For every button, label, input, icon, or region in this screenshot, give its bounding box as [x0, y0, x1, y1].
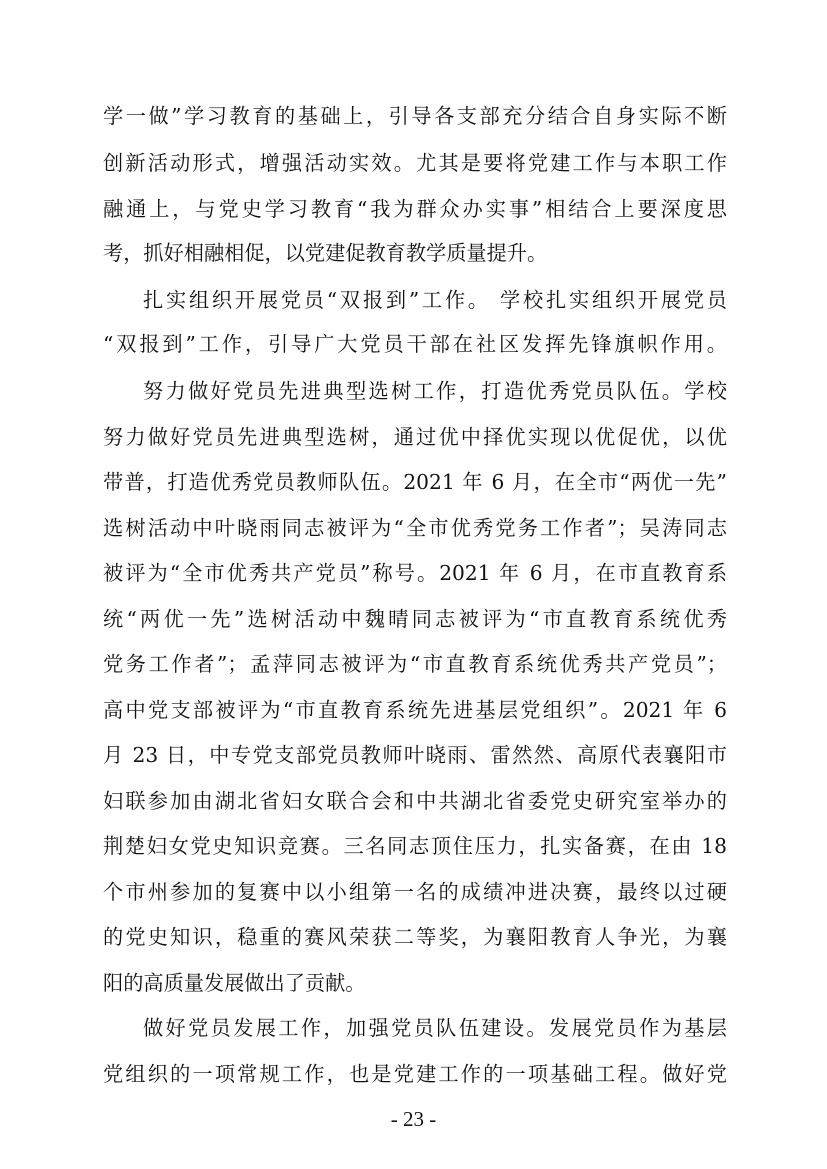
text-line: 统“两优一先”选树活动中魏晴同志被评为“市直教育系统优秀 [103, 607, 727, 631]
text-line: 阳的高质量发展做出了贡献。 [103, 971, 366, 995]
text-line: 融通上，与党史学习教育“我为群众办实事”相结合上要深度思 [103, 197, 727, 221]
text-line: 扎实组织开展党员“双报到”工作。 学校扎实组织开展党员 [143, 288, 727, 312]
text-line: 高中党支部被评为“市直教育系统先进基层党组织”。2021 年 6 [103, 698, 727, 722]
text-line: 努力做好党员先进典型选树工作，打造优秀党员队伍。学校 [143, 379, 727, 403]
text-line: 考，抓好相融相促，以党建促教育教学质量提升。 [103, 241, 548, 265]
text-line: 做好党员发展工作，加强党员队伍建设。发展党员作为基层 [143, 1016, 727, 1040]
text-line: 月 23 日，中专党支部党员教师叶晓雨、雷然然、高原代表襄阳市 [103, 743, 727, 767]
text-line: 的党史知识，稳重的赛风荣获二等奖，为襄阳教育人争光，为襄 [103, 925, 727, 949]
text-line: 创新活动形式，增强活动实效。尤其是要将党建工作与本职工作 [103, 151, 727, 175]
text-line: 妇联参加由湖北省妇女联合会和中共湖北省委党史研究室举办的 [103, 789, 727, 813]
text-line: 个市州参加的复赛中以小组第一名的成绩冲进决赛，最终以过硬 [103, 880, 727, 904]
text-line: 学一做”学习教育的基础上，引导各支部充分结合自身实际不断 [103, 104, 727, 128]
text-line: 带普，打造优秀党员教师队伍。2021 年 6 月，在全市“两优一先” [103, 470, 727, 494]
text-line: 党务工作者”；孟萍同志被评为“市直教育系统优秀共产党员”； [103, 652, 727, 676]
text-line: 荆楚妇女党史知识竞赛。三名同志顶住压力，扎实备赛，在由 18 [103, 834, 727, 858]
text-line: 党组织的一项常规工作，也是党建工作的一项基础工程。做好党 [103, 1062, 727, 1086]
text-line: “双报到”工作，引导广大党员干部在社区发挥先锋旗帜作用。 [103, 332, 727, 356]
text-line: 选树活动中叶晓雨同志被评为“全市优秀党务工作者”；吴涛同志 [103, 516, 727, 540]
text-line: 努力做好党员先进典型选树，通过优中择优实现以优促优，以优 [103, 425, 727, 449]
page-number: - 23 - [390, 1107, 437, 1131]
text-line: 被评为“全市优秀共产党员”称号。2021 年 6 月，在市直教育系 [103, 561, 727, 585]
